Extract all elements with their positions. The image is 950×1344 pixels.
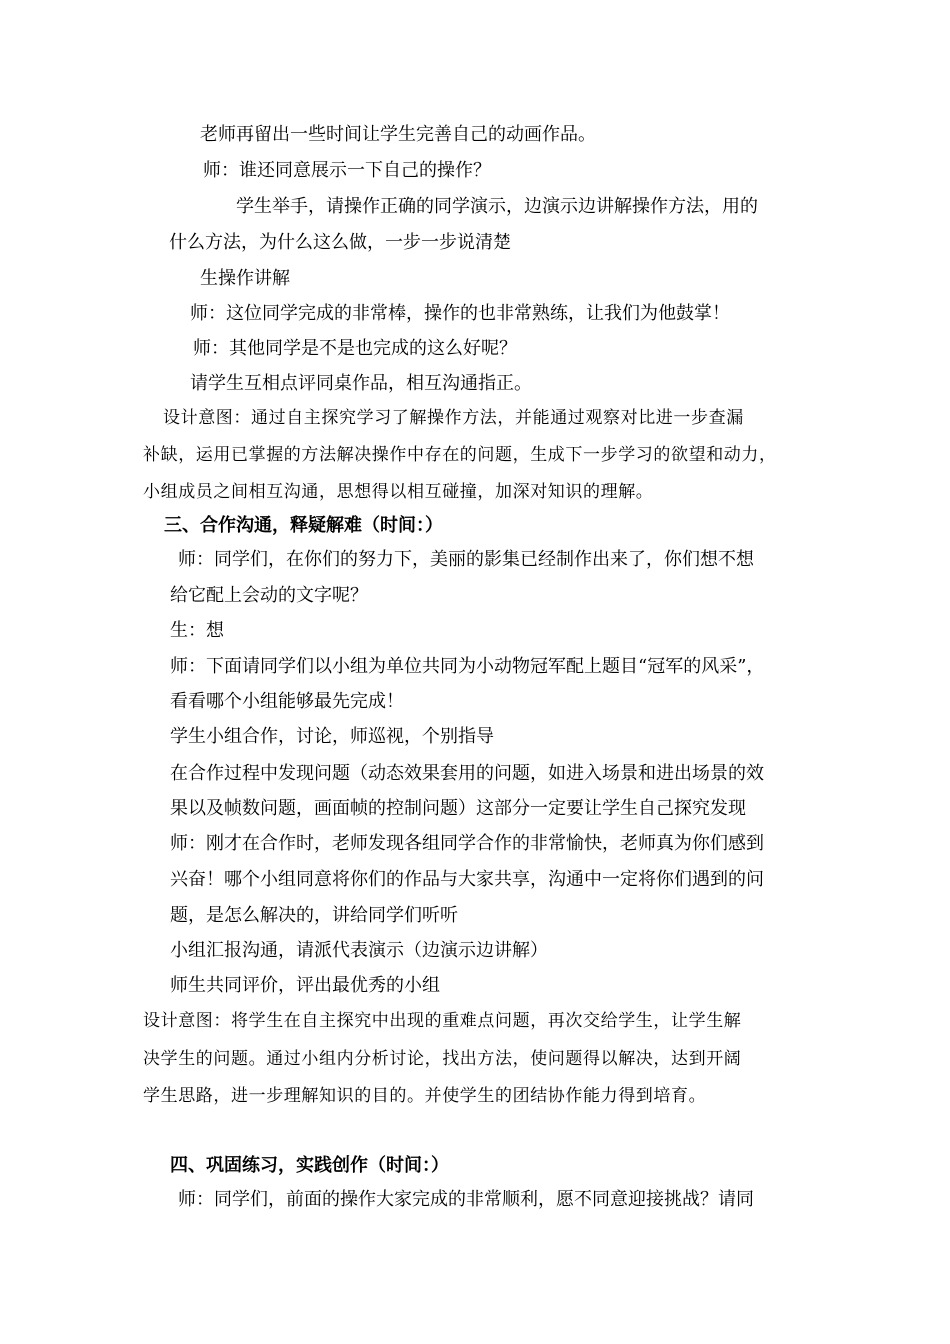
- section-heading: 三、合作沟通，释疑解难（时间：）: [164, 515, 443, 536]
- section-heading: 四、巩固练习，实践创作（时间：）: [170, 1155, 449, 1176]
- design-intent-line: 决学生的问题。通过小组内分析讨论，找出方法，使问题得以解决，达到开阔: [143, 1049, 742, 1069]
- paragraph-line: 师：其他同学是不是也完成的这么好呢？: [193, 338, 517, 359]
- paragraph-line: 学生小组合作，讨论，师巡视，个别指导: [170, 726, 494, 747]
- paragraph-line: 师：下面请同学们以小组为单位共同为小动物冠军配上题目“冠军的风采”，: [170, 656, 765, 677]
- design-intent-line: 设计意图：将学生在自主探究中出现的重难点问题，再次交给学生，让学生解: [143, 1011, 742, 1031]
- paragraph-line: 给它配上会动的文字呢？: [170, 585, 368, 606]
- paragraph-line: 兴奋！哪个小组同意将你们的作品与大家共享，沟通中一定将你们遇到的问: [170, 869, 764, 890]
- paragraph-line: 果以及帧数问题，画面帧的控制问题）这部分一定要让学生自己探究发现: [170, 798, 746, 819]
- design-intent-line: 设计意图：通过自主探究学习了解操作方法，并能通过观察对比进一步查漏: [163, 408, 744, 428]
- paragraph-line: 师：谁还同意展示一下自己的操作？: [203, 160, 491, 181]
- paragraph-line: 老师再留出一些时间让学生完善自己的动画作品。: [200, 124, 596, 145]
- paragraph-line: 什么方法，为什么这么做，一步一步说清楚: [169, 232, 511, 253]
- paragraph-line: 题，是怎么解决的，讲给同学们听听: [170, 905, 458, 926]
- paragraph-line: 小组汇报沟通，请派代表演示（边演示边讲解）: [170, 940, 548, 961]
- paragraph-line: 师：同学们，前面的操作大家完成的非常顺利，愿不同意迎接挑战？请同: [178, 1189, 754, 1210]
- design-intent-line: 补缺，运用已掌握的方法解决操作中存在的问题，生成下一步学习的欲望和动力，: [143, 445, 777, 465]
- design-intent-line: 小组成员之间相互沟通，思想得以相互碰撞，加深对知识的理解。: [143, 482, 654, 502]
- paragraph-line: 师：这位同学完成的非常棒，操作的也非常熟练，让我们为他鼓掌！: [190, 303, 730, 324]
- paragraph-line: 生操作讲解: [200, 268, 290, 289]
- paragraph-line: 师：刚才在合作时，老师发现各组同学合作的非常愉快，老师真为你们感到: [170, 833, 764, 854]
- paragraph-line: 学生举手，请操作正确的同学演示，边演示边讲解操作方法，用的: [236, 196, 758, 217]
- paragraph-line: 看看哪个小组能够最先完成！: [170, 691, 404, 712]
- paragraph-line: 在合作过程中发现问题（动态效果套用的问题，如进入场景和进出场景的效: [170, 763, 764, 784]
- paragraph-line: 生：想: [170, 620, 224, 641]
- paragraph-line: 师：同学们，在你们的努力下，美丽的影集已经制作出来了，你们想不想: [178, 549, 754, 570]
- paragraph-line: 请学生互相点评同桌作品，相互沟通指正。: [190, 373, 532, 394]
- design-intent-line: 学生思路，进一步理解知识的目的。并使学生的团结协作能力得到培育。: [143, 1086, 707, 1106]
- paragraph-line: 师生共同评价，评出最优秀的小组: [170, 975, 440, 996]
